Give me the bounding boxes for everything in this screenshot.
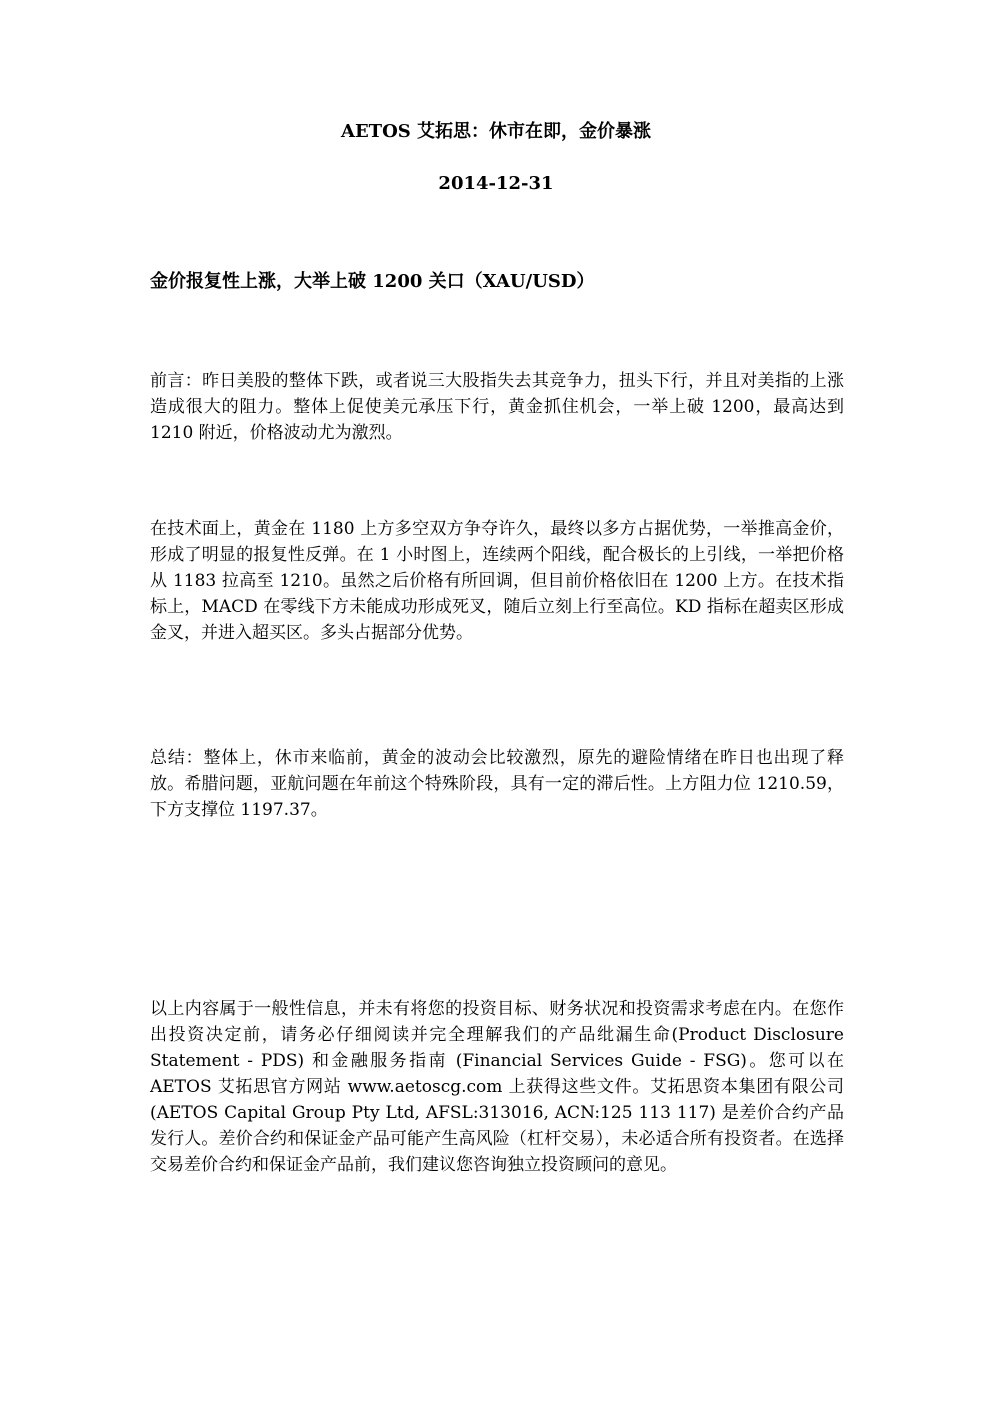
- disclaimer-text: 以上内容属于一般性信息，并未有将您的投资目标、财务状况和投资需求考虑在内。在您作出投资决定前，请务必仔细阅读并完全理解我们的产品纰漏生命(Product Disclosure Statement - PDS) 和金融服务指南 (Financial Services Guide - FSG)。您可以在 AETOS 艾拓思官方网站 www.aetoscg.com 上获得这些文件。艾拓思资本集团有限公司(AETOS Capital Group Pty Ltd, AFSL:313016, ACN:125 113 117) 是差价合约产品发行人。差价合约和保证金产品可能产生高风险（杠杆交易），未必适合所有投资者。在选择交易差价合约和保证金产品前，我们建议您咨询独立投资顾问的意见。: [150, 999, 844, 1175]
- section-heading: 金价报复性上涨，大举上破 1200 关口（XAU/USD）: [150, 271, 595, 292]
- document-date: 2014-12-31: [438, 173, 554, 194]
- document-title: AETOS 艾拓思：休市在即，金价暴涨: [340, 121, 652, 142]
- paragraph-intro: 前言：昨日美股的整体下跌，或者说三大股指失去其竞争力，扭头下行，并且对美指的上涨造成很大的阻力。整体上促使美元承压下行，黄金抓住机会，一举上破 1200，最高达到 1210 附近，价格波动尤为激烈。: [150, 371, 844, 443]
- paragraph-summary: 总结：整体上，休市来临前，黄金的波动会比较激烈，原先的避险情绪在昨日也出现了释放。希腊问题，亚航问题在年前这个特殊阶段，具有一定的滞后性。上方阻力位 1210.59，下方支撑位 1197.37。: [150, 748, 844, 820]
- paragraph-technical: 在技术面上，黄金在 1180 上方多空双方争夺许久，最终以多方占据优势，一举推高金价，形成了明显的报复性反弹。在 1 小时图上，连续两个阳线，配合极长的上引线，一举把价格从 1183 拉高至 1210。虽然之后价格有所回调，但目前价格依旧在 1200 上方。在技术指标上，MACD 在零线下方未能成功形成死叉，随后立刻上行至高位。KD 指标在超卖区形成金叉，并进入超买区。多头占据部分优势。: [150, 519, 844, 643]
